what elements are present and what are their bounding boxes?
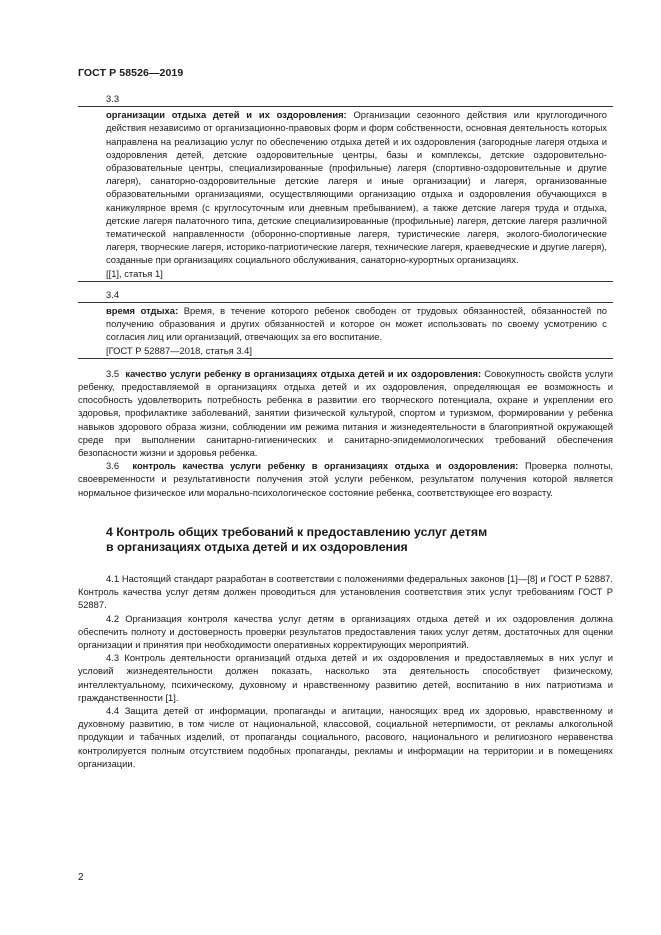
term-number: 3.3 [106, 93, 120, 104]
document-header: ГОСТ Р 58526—2019 [78, 67, 184, 79]
paragraph-4-3: 4.3 Контроль деятельности организаций отдыха детей и их оздоровления и предоставляемых в них услуг и условий жизнедеятельности должен показать, насколько эта деятельность способствует физическому, интеллектуальному, психическому, духовному и нравственному развитию детей, воспитанию в них патриотизма и гражданственности [1]. [78, 652, 613, 703]
term-reference: [[1], статья 1] [106, 267, 163, 279]
paragraph-4-4: 4.4 Защита детей от информации, пропаганды и агитации, наносящих вред их здоровью, нравственному и духовному развитию, в том числе от национальной, классовой, социальной нетерпимости, от рекламы алкогольной продукции и табачных изделий, от пропаганды социального, расового, национального и религиозного неравенства контролируется полным отсутствием подобных пропаганды, рекламы и информации на территории и в помещениях организации. [78, 704, 613, 769]
term-title: организации отдыха детей и их оздоровления: [106, 109, 347, 121]
term-text: Организации сезонного действия или круглогодичного действия независимо от организационно-правовых форм и форм собственности, основная деятельность которых направлена на реализацию услуг по обеспечению отдыха детей и их оздоровления (загородные лагеря отдыха и оздоровления детей, детские оздоровительные центры, базы и комплексы, детские оздоровительно-образовательные центры, специализированные (профильные) лагеря (спортивно-оздоровительные и другие лагеря), санаторно-оздоровительные детские лагеря и иные организации) и лагеря, организованные образовательными организациями, осуществляющими организацию отдыха и оздоровления обучающихся в каникулярное время (с круглосуточным или дневным пребыванием), а также детские лагеря труда и отдыха, детские лагеря палаточного типа, детские специализированные (профильные) лагеря, детские лагеря различной тематической направленности (оборонно-спортивные лагеря, туристические лагеря, эколого-биологические лагеря, творческие лагеря, историко-патриотические лагеря, технические лагеря, краеведческие и другие лагеря), созданные при организациях социального обслуживания, санаторно-курортных организациях. [106, 109, 608, 266]
term-title: время отдыха: [106, 305, 179, 317]
term-definition-box [78, 106, 613, 282]
paragraph-3-6: 3.6 контроль качества услуги ребенку в организациях отдыха и оздоровления: Проверка полноты, своевременности и результативности получения этой услуги ребенком, результатом получения которой является нормальное физическое или морально-психологическое состояние ребенка, соответствующее его возрасту. [78, 460, 613, 498]
page-number: 2 [78, 872, 84, 883]
term-definition-box [78, 302, 613, 359]
document-body [78, 92, 613, 770]
section-title: 4 Контроль общих требований к предоставлению услуг детям в организациях отдыха детей и их оздоровления [106, 524, 488, 554]
term-reference: [ГОСТ Р 52887—2018, статья 3.4] [106, 344, 252, 356]
paragraph-4-1: 4.1 Настоящий стандарт разработан в соответствии с положениями федеральных законов [1]—[8] и ГОСТ Р 52887. Контроль качества услуг детям должен проводиться для установления соответствия этих услуг требованиям ГОСТ Р 52887. [78, 572, 613, 611]
term-number: 3.4 [106, 288, 120, 300]
term-text: Время, в течение которого ребенок свободен от трудовых обязанностей, обязанностей по получению образования и других обязанностей и которое он может использовать по своему усмотрению с согласия лиц или организаций, отвечающих за его воспитание. [106, 305, 608, 343]
paragraph-4-2: 4.2 Организация контроля качества услуг детям в организациях отдыха детей и их оздоровления должна обеспечить полноту и достоверность проверки результатов предоставления таких услуг детям, достаточных для оценки организации и принятия при необходимости оперативных корректирующих мероприятий. [78, 612, 613, 650]
paragraph-3-5: 3.5 качество услуги ребенку в организациях отдыха детей и их оздоровления: Совокупность свойств услуги ребенку, предоставляемой в организациях отдыха детей и их оздоровления, определяющая ее возможность и способность удовлетворить потребность ребенка в развитии его творческого потенциала, охране и укреплении его здоровья, профилактике заболеваний, занятии физической культурой, спортом и туризмом, формировании у ребенка навыков здорового образа жизни, соблюдении им режима питания и жизнедеятельности в благоприятной окружающей среде при выполнении санитарно-гигиенических и санитарно-эпидемиологических требований обеспечения безопасности жизни и здоровья ребенка. [78, 367, 613, 459]
